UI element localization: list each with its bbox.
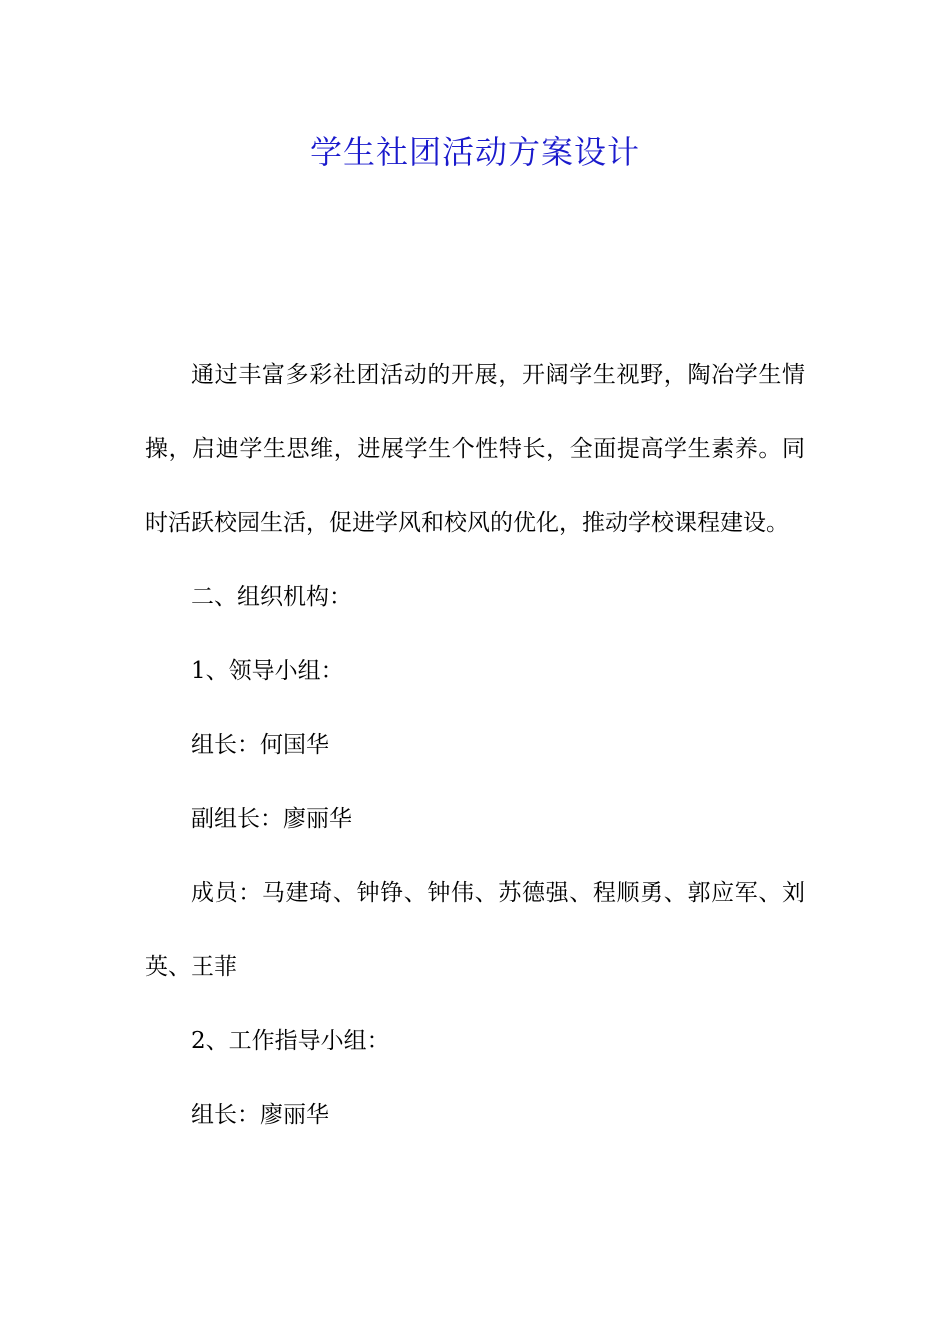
document-body bbox=[145, 338, 805, 1152]
paragraph-members: 成员：马建琦、钟铮、钟伟、苏德强、程顺勇、郭应军、刘英、王菲 bbox=[145, 880, 805, 980]
paragraph-guidance-leader: 组长：廖丽华 bbox=[191, 1102, 329, 1128]
document-title: 学生社团活动方案设计 bbox=[309, 133, 640, 171]
paragraph-intro: 通过丰富多彩社团活动的开展，开阔学生视野，陶冶学生情操，启迪学生思维，进展学生个性特长，全面提高学生素养。同时活跃校园生活，促进学风和校风的优化，推动学校课程建设。 bbox=[145, 362, 805, 536]
paragraph-group-leader: 组长：何国华 bbox=[191, 732, 329, 758]
paragraph-deputy-leader: 副组长：廖丽华 bbox=[191, 806, 352, 832]
paragraph-section-heading: 二、组织机构： bbox=[191, 584, 352, 610]
paragraph-leadership-group: 1、领导小组： bbox=[191, 658, 344, 684]
paragraph-guidance-group: 2、工作指导小组： bbox=[191, 1028, 390, 1054]
